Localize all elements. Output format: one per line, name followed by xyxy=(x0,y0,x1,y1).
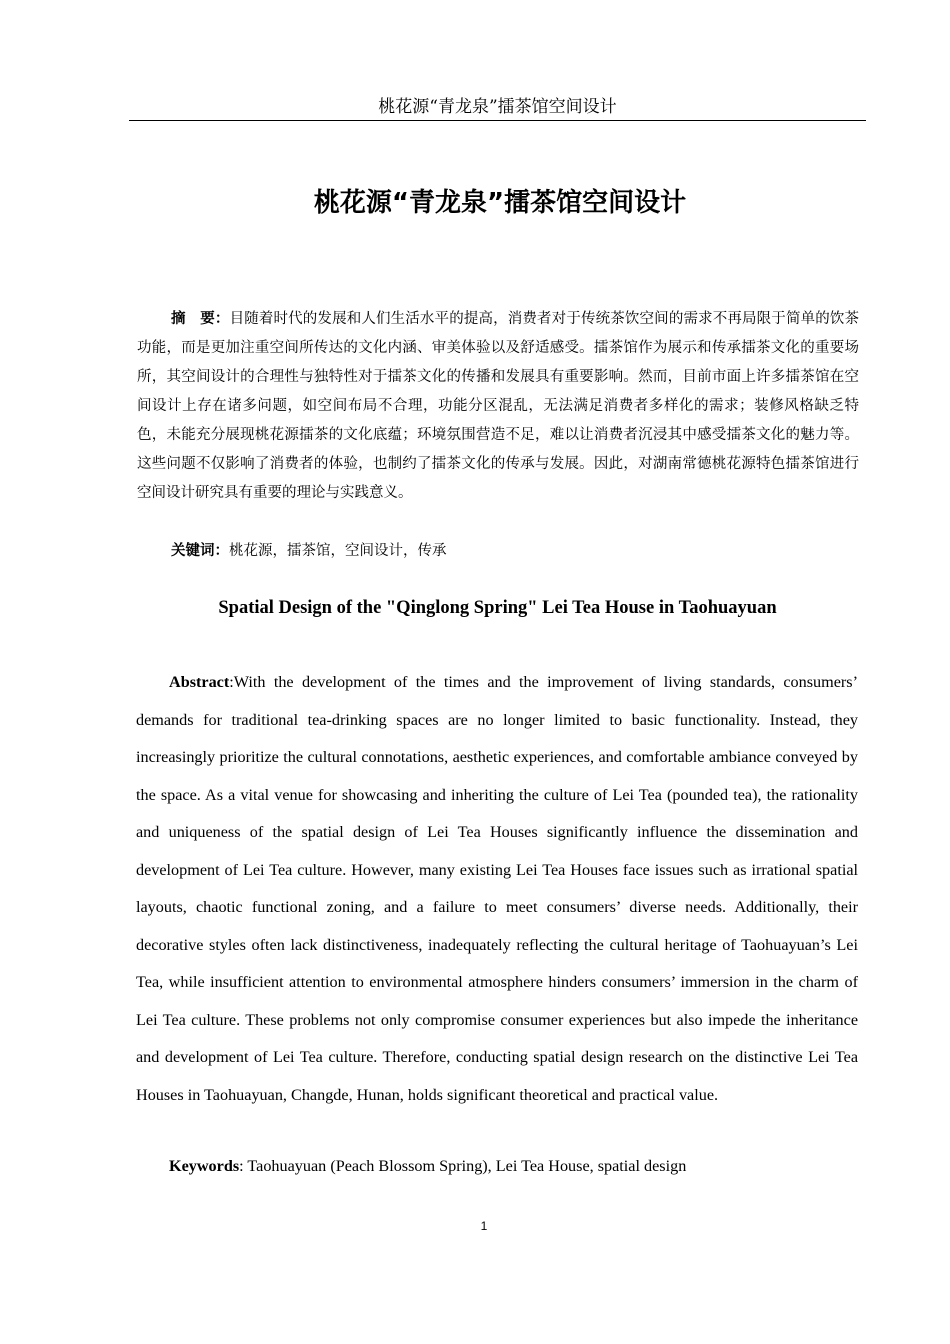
english-keywords xyxy=(136,1148,858,1186)
english-abstract-text: :With the development of the times and the improvement of living standards, consumers’ demands for traditional tea-drinking spaces are no longer limited to basic functionality. Instead, they increasingly prioritize the cultural connotations, aesthetic experiences, and comfortable ambiance conveyed by the space. As a vital venue for showcasing and inheriting the culture of Lei Tea (pounded tea), the rationality and uniqueness of the spatial design of Lei Tea Houses significantly influence the dissemination and development of Lei Tea culture. However, many existing Lei Tea Houses face issues such as irrational spatial layouts, chaotic functional zoning, and a failure to meet consumers’ diverse needs. Additionally, their decorative styles often lack distinctiveness, inadequately reflecting the cultural heritage of Taohuayuan’s Lei Tea, while insufficient attention to environmental atmosphere hinders consumers’ immersion in the charm of Lei Tea culture. These problems not only compromise consumer experiences but also impede the inheritance and development of Lei Tea culture. Therefore, conducting spatial design research on the distinctive Lei Tea Houses in Taohuayuan, Changde, Hunan, holds significant theoretical and practical value. xyxy=(136,673,858,1104)
document-title: 桃花源“青龙泉”擂茶馆空间设计 xyxy=(313,188,687,218)
chinese-keywords-label: 关键词： xyxy=(171,542,229,559)
english-keywords-text: : Taohuayuan (Peach Blossom Spring), Lei Tea House, spatial design xyxy=(239,1157,687,1175)
english-keywords-label: Keywords xyxy=(169,1157,240,1175)
chinese-abstract-label: 摘 要： xyxy=(171,310,230,327)
chinese-keywords xyxy=(137,536,859,566)
english-abstract-label: Abstract xyxy=(169,673,230,691)
page-number: 1 xyxy=(480,1219,488,1233)
english-abstract xyxy=(136,664,858,1114)
chinese-abstract xyxy=(137,304,859,508)
chinese-abstract-text: 目随着时代的发展和人们生活水平的提高，消费者对于传统茶饮空间的需求不再局限于简单的饮茶功能，而是更加注重空间所传达的文化内涵、审美体验以及舒适感受。擂茶馆作为展示和传承擂茶文化的重要场所，其空间设计的合理性与独特性对于擂茶文化的传播和发展具有重要影响。然而，目前市面上许多擂茶馆在空间设计上存在诸多问题，如空间布局不合理，功能分区混乱，无法满足消费者多样化的需求；装修风格缺乏特色，未能充分展现桃花源擂茶的文化底蕴；环境氛围营造不足，难以让消费者沉浸其中感受擂茶文化的魅力等。这些问题不仅影响了消费者的体验，也制约了擂茶文化的传承与发展。因此，对湖南常德桃花源特色擂茶馆进行空间设计研究具有重要的理论与实践意义。 xyxy=(137,311,860,501)
english-title: Spatial Design of the "Qinglong Spring" Lei Tea House in Taohuayuan xyxy=(218,598,777,618)
chinese-keywords-text: 桃花源，擂茶馆，空间设计，传承 xyxy=(229,543,447,559)
running-header: 桃花源“青龙泉”擂茶馆空间设计 xyxy=(129,92,866,121)
